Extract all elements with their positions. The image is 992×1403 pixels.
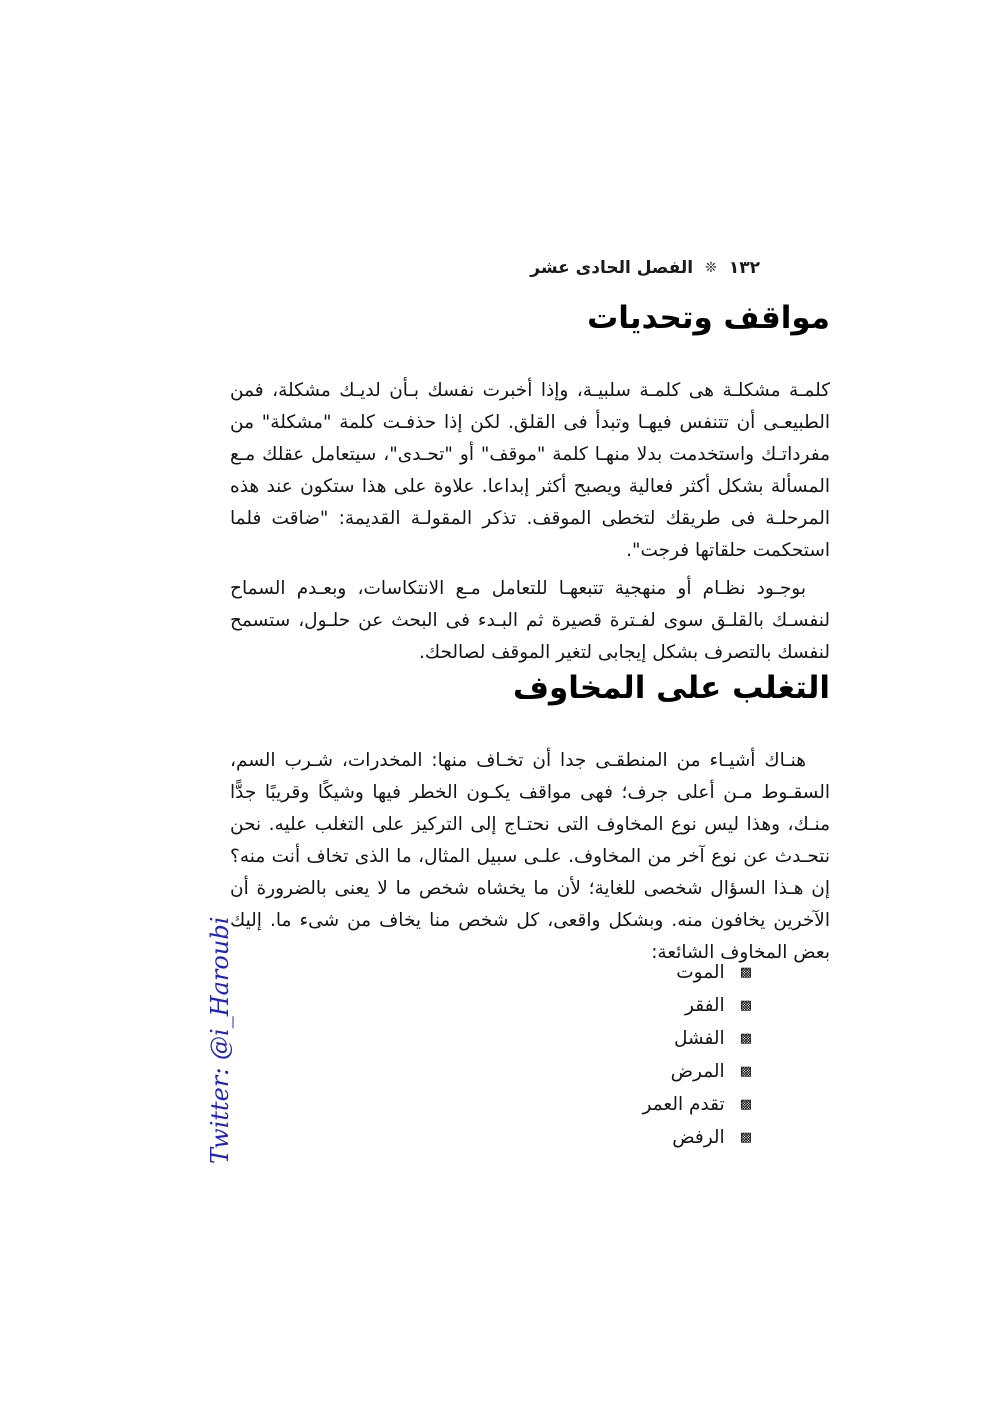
list-item-label: الفقر	[685, 995, 725, 1016]
fears-list	[643, 956, 752, 1154]
header-ornament-icon: ❊	[705, 260, 717, 276]
chapter-title: الفصل الحادى عشر	[530, 258, 694, 278]
list-item	[643, 1088, 752, 1121]
paragraph-situations-1: كلمـة مشكلـة هى كلمـة سلبيـة، وإذا أخبرت نفسك بـأن لديـك مشكلة، فمن الطبيعـى أن تتنفس فيهـا وتبدأ فى القلق. لكن إذا حذفـت كلمة "مشكلة" من مفرداتـك واستخدمت بدلا منهـا كلمة "موقف" أو "تحـدى"، سيتعامل عقلك مـع المسألة بشكل أكثر فعالية ويصبح أكثر إبداعا. علاوة على هذا ستكون عند هذه المرحلـة فى طريقك لتخطى الموقف. تذكر المقولـة القديمة: "ضاقت فلما استحكمت حلقاتها فرجت".	[230, 379, 830, 561]
list-bullet-icon: ▩	[739, 965, 752, 980]
list-item	[643, 1022, 752, 1055]
list-bullet-icon: ▩	[739, 1064, 752, 1079]
running-header	[530, 258, 760, 278]
list-item	[643, 1121, 752, 1154]
list-item-label: المرض	[670, 1061, 725, 1082]
list-item-label: الفشل	[674, 1028, 725, 1049]
paragraph-fears-intro: هنـاك أشيـاء من المنطقـى جدا أن تخـاف منها: المخدرات، شـرب السم، السقـوط مـن أعلى جرف؛ فهى مواقف يكـون الخطر فيها وشيكًا وقريبًا جدًّا منـك، وهذا ليس نوع المخاوف التى نحتـاج إلى التركيز على التغلب عليه. نحن نتحـدث عن نوع آخر من المخاوف. علـى سبيل المثال، ما الذى تخاف أنت منه؟ إن هـذا السؤال شخصى للغاية؛ لأن ما يخشاه شخص ما لا يعنى بالضرورة أن الآخرين يخافون منه. وبشكل واقعى، كل شخص منا يخاف من شىء ما. إليك بعض المخاوف الشائعة:	[230, 749, 830, 963]
section-heading-fears: التغلب على المخاوف	[513, 670, 830, 706]
list-bullet-icon: ▩	[739, 998, 752, 1013]
paragraph-situations-2: بوجـود نظـام أو منهجية تتبعهـا للتعامل مـع الانتكاسات، وبعـدم السماح لنفسـك بالقلـق سوى لفـترة قصيرة ثم البـدء فى البحث عن حلـول، ستسمح لنفسك بالتصرف بشكل إيجابى لتغير الموقف لصالحك.	[230, 577, 830, 663]
list-item	[643, 989, 752, 1022]
list-bullet-icon: ▩	[739, 1097, 752, 1112]
list-item-label: الموت	[676, 962, 725, 983]
list-item	[643, 1055, 752, 1088]
list-item-label: تقدم العمر	[642, 1094, 725, 1115]
section-heading-situations: مواقف وتحديات	[587, 300, 830, 336]
list-item	[643, 956, 752, 989]
list-bullet-icon: ▩	[739, 1130, 752, 1145]
page-number: ١٣٢	[728, 258, 760, 278]
list-item-label: الرفض	[672, 1127, 725, 1148]
watermark-twitter-handle: Twitter: @i_Haroubi	[206, 916, 234, 1164]
list-bullet-icon: ▩	[739, 1031, 752, 1046]
